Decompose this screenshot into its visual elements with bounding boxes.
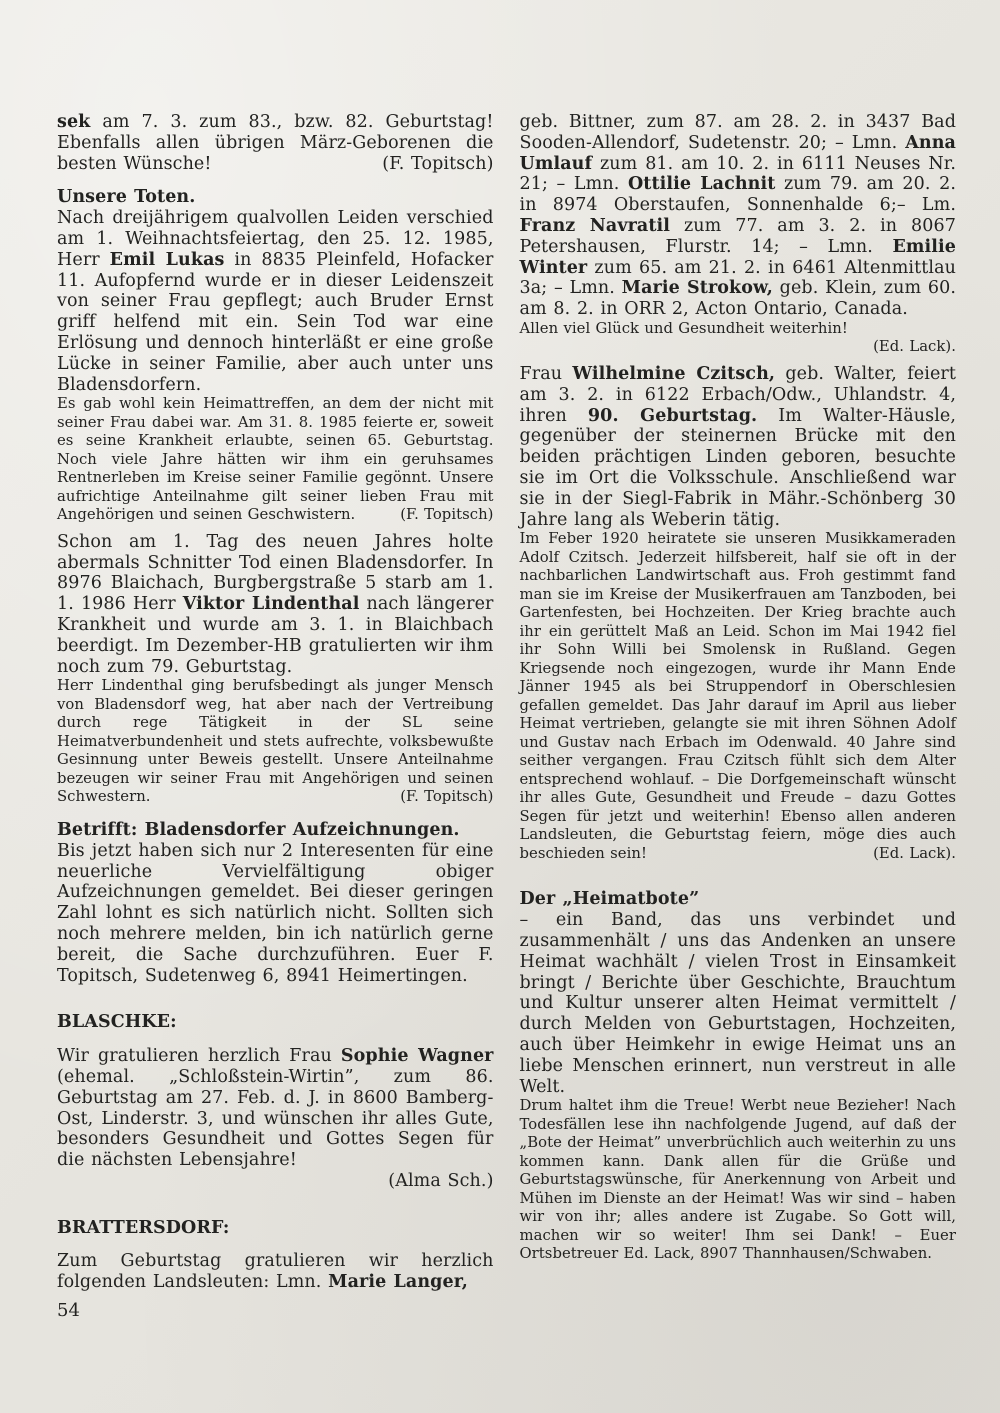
text-run: 90. Geburtstag. <box>587 405 758 426</box>
text-run: Nach dreijährigem qualvollen Leiden verschied am 1. Weihnachtsfeiertag, den 25. 12. 1985, Herr <box>57 208 494 270</box>
text-run: Emil Lukas <box>109 249 225 270</box>
signature: (Ed. Lack). <box>873 844 956 862</box>
paragraph <box>520 112 957 320</box>
text-run: Es gab wohl kein Heimattreffen, an dem der nicht mit seiner Frau dabei war. Am 31. 8. 1985 feierte er, soweit es seine Krankheit erlaubte, seinen 65. Geburtstag. Noch viele Jahre hätten wir ihm ein geruhsames Rentnerleben im Kreise seiner Familie gegönnt. Unsere aufrichtige Anteilnahme gilt seiner lieben Frau mit Angehörigen und seinen Geschwistern. <box>57 395 494 524</box>
text-run: Ottilie Lachnit <box>627 174 776 195</box>
text-run: Schon am 1. Tag des neuen Jahres holte abermals Schnitter Tod einen Bladensdorfer. In 8976 Blaichach, Burgbergstraße 5 starb am 1. 1. 1986 Herr <box>57 531 494 615</box>
heading <box>57 1012 494 1033</box>
text-run: Wir gratulieren herzlich Frau <box>57 1046 341 1067</box>
text-run: geb. Bittner, zum 87. am 28. 2. in 3437 Bad Sooden-Allendorf, Sudetenstr. 20; – Lmn. <box>519 112 956 153</box>
text-run: nach längerer Krankheit und wurde am 3. 1. in Blaichbach beerdigt. Im Dezember-HB gratulierten wir ihm noch zum 79. Geburtstag. <box>57 594 494 677</box>
text-run: Marie Langer, <box>328 1272 468 1293</box>
paragraph <box>57 532 494 678</box>
heading <box>520 889 957 910</box>
signature: (F. Topitsch) <box>382 153 494 174</box>
paragraph <box>520 1097 957 1264</box>
paragraph <box>57 1251 494 1293</box>
text-run: (ehemal. „Schloßstein-Wirtin”, zum 86. Geburtstag am 27. Feb. d. J. in 8600 Bamberg-Ost, Linderstr. 3, und wünschen ihr alles Gute, besonders Gesundheit und Gottes Segen für die nächsten Lebensjahre! <box>57 1066 494 1171</box>
text-run: sek <box>57 112 91 132</box>
text-run: BRATTERSDORF: <box>57 1217 230 1238</box>
paragraph <box>57 677 494 807</box>
paragraph <box>520 364 957 530</box>
text-run: Emilie Winter <box>519 236 956 278</box>
left-column <box>57 112 494 1293</box>
text-run: geb. Klein, zum 60. am 8. 2. in ORR 2, Acton Ontario, Canada. <box>519 278 956 320</box>
text-run: Anna Umlauf <box>519 132 956 174</box>
text-run: Im Feber 1920 heiratete sie unseren Musikkameraden Adolf Czitsch. Jederzeit hilfsbereit, half sie oft in der nachbarlichen Landwirtschaft aus. Froh gestimmt fand man sie im Kreise der Musikerfrauen am Tanzboden, bei Gartenfesten, bei Hochzeiten. Der Krieg brachte auch ihr ein gerüttelt Maß an Leid. Schon im Mai 1942 fiel ihr Sohn Willi bei Smolensk in Rußland. Gegen Kriegsende noch eingezogen, wurde ihr Mann Ende Jänner 1945 als bei Struppendorf in Oberschlesien gefallen gemeldet. Das Jahr darauf im April aus lieber Heimat vertrieben, gelangte sie mit ihren Söhnen Adolf und Gustav nach Erbach im Odenwald. 40 Jahre sind seither vergangen. Frau Czitsch fühlt sich dem Alter entsprechend wohlauf. – Die Dorfgemeinschaft wünscht ihr alles Gute, Gesundheit und Freude – dazu Gottes Segen für jetzt und weiterhin! Ebenso allen anderen Landsleuten, die Geburtstag feiern, möge dies auch beschieden sein! <box>519 530 956 862</box>
text-run: Allen viel Glück und Gesundheit weiterhin! <box>519 319 848 337</box>
text-run: Sophie Wagner <box>340 1046 494 1067</box>
paragraph <box>520 910 957 1097</box>
text-run: Zum Geburtstag gratulieren wir herzlich folgenden Landsleuten: Lmn. <box>57 1251 494 1293</box>
signature: (Alma Sch.) <box>388 1170 494 1191</box>
text-run: Drum haltet ihm die Treue! Werbt neue Bezieher! Nach Todesfällen lese ihn nachfolgende Jugend, auf daß der „Bote der Heimat” unverbrüchlich auch weiterhin zu uns kommen kann. Dank allen für die Grüße und Geburtstagswünsche, für Anerkennung von Arbeit und Mühen im Dienste an der Heimat! Was wir sind – haben wir von ihr; alles andere ist Zugabe. So Gott will, machen wir so weiter! Ihm sei Dank! – Euer Ortsbetreuer Ed. Lack, 8907 Thannhausen/Schwaben. <box>519 1097 956 1263</box>
heading <box>57 820 494 841</box>
text-run: BLASCHKE: <box>57 1012 177 1033</box>
text-run: Frau <box>519 363 573 384</box>
signature: (Ed. Lack). <box>873 338 956 356</box>
text-columns <box>57 112 956 1293</box>
paragraph <box>57 841 494 987</box>
paragraph <box>57 208 494 395</box>
text-run: Wilhelmine Czitsch, <box>572 363 776 384</box>
paragraph <box>57 1046 494 1192</box>
signature: (F. Topitsch) <box>400 506 494 524</box>
text-run: zum 79. am 20. 2. in 8974 Oberstaufen, Sonnenhalde 6;– Lm. <box>519 174 956 216</box>
paragraph <box>57 112 494 174</box>
right-column <box>520 112 957 1293</box>
heading <box>57 187 494 208</box>
text-run: Der „Heimatbote” <box>519 889 700 910</box>
paragraph <box>57 395 494 525</box>
text-run: Marie Strokow, <box>621 278 773 299</box>
paragraph <box>520 320 957 357</box>
signature: (F. Topitsch) <box>400 788 494 806</box>
text-run: am 7. 3. zum 83., bzw. 82. Geburtstag! Ebenfalls allen übrigen März-Geborenen die besten Wünsche! <box>57 112 494 174</box>
text-run: Herr Lindenthal ging berufsbedingt als junger Mensch von Bladensdorf weg, hat aber nach der Vertreibung durch rege Tätigkeit in der SL seine Heimatverbundenheit und stets aufrechte, volksbewußte Gesinnung unter Beweis gestellt. Unsere Anteilnahme bezeugen wir seiner Frau mit Angehörigen und seinen Schwestern. <box>57 677 494 806</box>
text-run: Viktor Lindenthal <box>182 594 360 615</box>
text-run: Betrifft: Bladensdorfer Aufzeichnungen. <box>57 819 460 840</box>
text-run: Franz Navratil <box>519 215 671 236</box>
paragraph <box>520 530 957 863</box>
text-run: – ein Band, das uns verbindet und zusammenhält / uns das Andenken an unsere Heimat wachhält / vielen Trost in Einsamkeit bringt / Berichte über Geschichte, Brauchtum und Kultur unserer alten Heimat vermittelt / durch Melden von Geburtstagen, Hochzeiten, auch über Heimkehr in ewige Heimat uns an liebe Menschen erinnert, nun verstreut in alle Welt. <box>519 910 956 1097</box>
text-run: zum 77. am 3. 2. in 8067 Petershausen, Flurstr. 14; – Lmn. <box>519 215 956 257</box>
text-run: geb. Walter, feiert am 3. 2. in 6122 Erbach/Odw., Uhlandstr. 4, ihren <box>519 363 957 426</box>
text-run: in 8835 Pleinfeld, Hofacker 11. Aufopfernd wurde er in dieser Leidenszeit von seiner Frau gepflegt; auch Bruder Ernst griff helfend mit ein. Sein Tod war eine Erlösung und dennoch hinterläßt er eine große Lücke in seiner Familie, aber auch unter uns Bladensdorfern. <box>57 249 494 395</box>
text-run: Im Walter-Häusle, gegenüber der steinernen Brücke mit den beiden prächtigen Linden geboren, besuchte sie im Ort die Volksschule. Anschließend war sie in der Siegl-Fabrik in Mähr.-Schönberg 30 Jahre lang als Weberin tätig. <box>519 405 957 530</box>
text-run: Unsere Toten. <box>57 187 196 208</box>
page-number: 54 <box>57 1300 80 1321</box>
text-run: Bis jetzt haben sich nur 2 Interesenten für eine neuerliche Vervielfältigung obiger Aufzeichnungen gemeldet. Bei dieser geringen Zahl lohnt es sich natürlich nicht. Sollten sich noch mehrere melden, bin ich natürlich gerne bereit, die Sache durchzuführen. Euer F. Topitsch, Sudetenweg 6, 8941 Heimertingen. <box>57 840 494 986</box>
heading <box>57 1218 494 1239</box>
text-run: zum 65. am 21. 2. in 6461 Altenmittlau 3a; – Lmn. <box>519 257 956 299</box>
text-run: zum 81. am 10. 2. in 6111 Neuses Nr. 21; – Lmn. <box>519 153 956 195</box>
